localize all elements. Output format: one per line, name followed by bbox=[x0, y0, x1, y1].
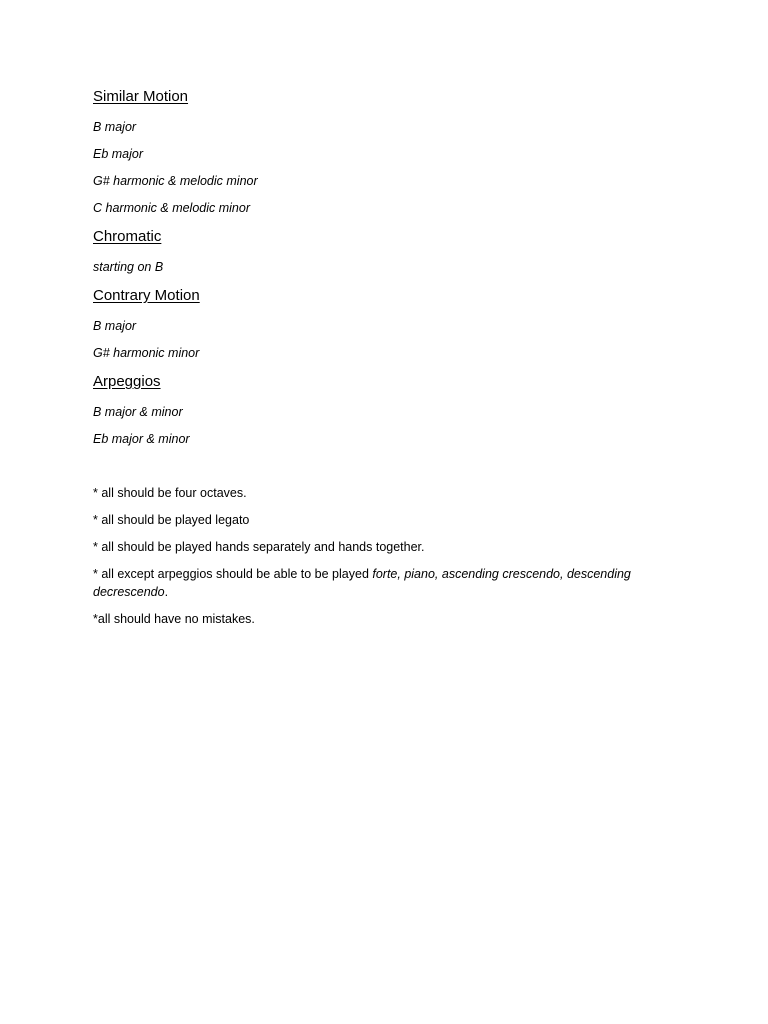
note: * all should be played hands separately and hands together. bbox=[93, 540, 425, 554]
note-text: * all except arpeggios should be able to be played bbox=[93, 567, 373, 581]
note-dynamics bbox=[93, 565, 673, 601]
scale-item: C harmonic & melodic minor bbox=[93, 201, 250, 215]
section-contrary-motion bbox=[93, 286, 673, 361]
note: * all should be played legato bbox=[93, 513, 250, 527]
note: * all should be four octaves. bbox=[93, 486, 247, 500]
scale-item: B major bbox=[93, 120, 137, 134]
scale-item: starting on B bbox=[93, 260, 164, 274]
document-content bbox=[93, 87, 673, 628]
scale-item: B major & minor bbox=[93, 405, 183, 419]
section-chromatic bbox=[93, 227, 673, 275]
section-heading: Chromatic bbox=[93, 228, 162, 245]
note: *all should have no mistakes. bbox=[93, 612, 255, 626]
section-similar-motion bbox=[93, 87, 673, 216]
section-heading: Similar Motion bbox=[93, 88, 189, 105]
scale-item: B major bbox=[93, 319, 137, 333]
scale-item: G# harmonic & melodic minor bbox=[93, 174, 258, 188]
section-heading: Arpeggios bbox=[93, 373, 161, 390]
note-italic-text: forte, piano, ascending crescendo, descending decrescendo bbox=[93, 567, 631, 599]
scale-item: G# harmonic minor bbox=[93, 346, 200, 360]
requirements-notes bbox=[93, 484, 673, 628]
section-arpeggios bbox=[93, 372, 673, 447]
scale-item: Eb major & minor bbox=[93, 432, 190, 446]
section-heading: Contrary Motion bbox=[93, 287, 200, 304]
note-text: . bbox=[164, 585, 169, 599]
scale-item: Eb major bbox=[93, 147, 144, 161]
